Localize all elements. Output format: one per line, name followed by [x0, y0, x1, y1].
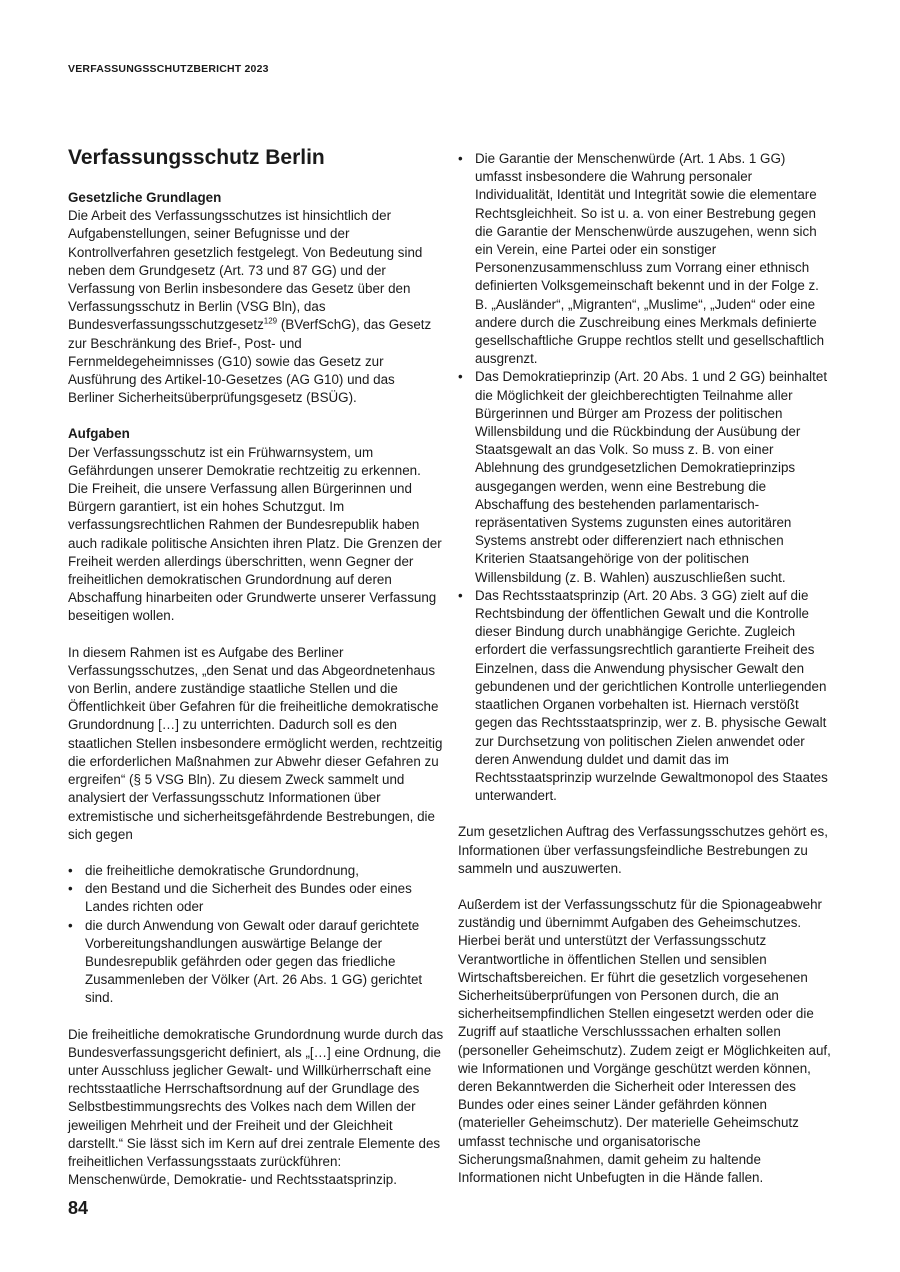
list-item-text: Die Garantie der Menschenwürde (Art. 1 Abs. 1 GG) umfasst insbesondere die Wahrung personaler Individualität, Identität und Integrität sowie die elementare Rechtsgleichheit. So ist u. a. von einer Bestrebung gegen die Garantie der Menschenwürde auszugehen, wenn sich ein Verein, eine Partei oder ein sonstiger Personenzusammenschluss zum Vorrang einer ethnisch definierten Volksgemeinschaft bekennt und in der Folge z. B. „Ausländer“, „Migranten“, „Muslime“, „Juden“ oder eine andere durch die Zuschreibung eines Merkmals definierte gesellschaftliche Gruppe rechtlos stellt und gesellschaftlich ausgrenzt. — [475, 151, 825, 367]
list-item-text: Das Rechtsstaatsprinzip (Art. 20 Abs. 3 GG) zielt auf die Rechtsbindung der öffentlichen Gewalt und die Kontrolle dieser Bindung durch unabhängige Gerichte. Zugleich erfordert die verfassungsrechtlich garantierte Freiheit des Einzelnen, dass die Anwendung physischer Gewalt den gebundenen und der gerichtlichen Kontrolle unterliegenden staatlichen Organen vorbehalten ist. Hiernach verstößt gegen das Rechtsstaatsprinzip, wer z. B. physische Gewalt zur Durchsetzung von politischen Zielen anwendet oder deren Anwendung duldet und damit das im Rechtsstaatsprinzip wurzelnde Gewaltmonopol des Staates unterwandert. — [475, 587, 828, 804]
mandate-paragraph: Zum gesetzlichen Auftrag des Verfassungsschutzes gehört es, Informationen über verfassungsfeindliche Bestrebungen zu sammeln und auszuwerten. — [458, 824, 828, 876]
footnote-ref[interactable]: 129 — [263, 316, 278, 326]
bullet-icon: • — [458, 151, 463, 166]
running-header: VERFASSUNGSSCHUTZBERICHT 2023 — [68, 63, 269, 75]
list-item — [68, 862, 444, 880]
list-item-text: die freiheitliche demokratische Grundordnung, — [85, 862, 359, 878]
legal-basis-paragraph — [68, 207, 444, 407]
tasks-paragraph-1: Der Verfassungsschutz ist ein Frühwarnsystem, um Gefährdungen unserer Demokratie rechtzeitig zu erkennen. Die Freiheit, die unsere Verfassung allen Bürgerinnen und Bürgern garantiert, ist ein hohes Schutzgut. Im verfassungsrechtlichen Rahmen der Bundesrepublik haben auch radikale politische Ansichten ihren Platz. Die Grenzen der Freiheit werden allerdings überschritten, wenn Gegner der freiheitlichen demokratischen Grundordnung auf deren Abschaffung hinarbeiten oder Grundwerte unserer Verfassung beseitigen wollen. — [68, 444, 442, 624]
legal-basis-text-a: Die Arbeit des Verfassungsschutzes ist hinsichtlich der Aufgabenstellungen, seiner Befugnisse und der Kontrollverfahren gesetzlich festgelegt. Von Bedeutung sind neben dem Grundgesetz (Art. 73 und 87 GG) und der Verfassung von Berlin insbesondere das Gesetz über den Verfassungsschutz in Berlin (VSG Bln), das Bundesverfassungsschutzgesetz — [68, 208, 423, 333]
bullet-icon: • — [458, 587, 463, 603]
espionage-paragraph: Außerdem ist der Verfassungsschutz für die Spionageabwehr zuständig und übernimmt Aufgaben des Geheimschutzes. Hierbei berät und unterstützt der Verfassungsschutz Verantwortliche in öffentlichen Stellen und sensiblen Wirtschaftsbereichen. Er führt die gesetzlich vorgesehenen Sicherheitsüberprüfungen von Personen durch, die an sicherheitsempfindlichen Stellen eingesetzt werden oder die Zugriff auf staatliche Verschlusssachen erhalten sollen (personeller Geheimschutz). Zudem zeigt er Möglichkeiten auf, wie Informationen und Vorgänge geschützt werden können, deren Bekanntwerden die Sicherheit oder Interessen des Bundes oder eines seiner Länder gefährden können (materieller Geheimschutz). Der materielle Geheimschutz umfasst technische und organisatorische Sicherungsmaßnahmen, damit geheim zu haltende Informationen nicht Unbefugten in die Hände fallen. — [458, 896, 831, 1185]
bullet-icon: • — [68, 917, 73, 933]
threat-list — [68, 862, 444, 1008]
list-item-text: die durch Anwendung von Gewalt oder darauf gerichtete Vorbereitungshandlungen auswärtige Belange der Bundesrepublik gefährden oder gegen das friedliche Zusammenleben der Völker (Art. 26 Abs. 1 GG) gerichtet sind. — [85, 917, 423, 1006]
fdgo-paragraph: Die freiheitliche demokratische Grundordnung wurde durch das Bundesverfassungsgericht definiert, als „[…] eine Ordnung, die unter Ausschluss jeglicher Gewalt- und Willkürherrschaft eine rechtsstaatliche Herrschaftsordnung auf der Grundlage des Selbstbestimmungsrechts des Volkes nach dem Willen der jeweiligen Mehrheit und der Freiheit und der Gleichheit darstellt.“ Sie lässt sich im Kern auf drei zentrale Elemente des freiheitlichen Verfassungsstaats zurückführen: Menschenwürde, Demokratie- und Rechtsstaatsprinzip. — [68, 1026, 444, 1188]
list-item — [458, 368, 832, 586]
right-column — [458, 150, 832, 1187]
page-number: 84 — [68, 1198, 89, 1218]
page-title: Verfassungsschutz Berlin — [68, 146, 325, 169]
bullet-icon: • — [68, 862, 73, 878]
tasks-paragraph-2: In diesem Rahmen ist es Aufgabe des Berliner Verfassungsschutzes, „den Senat und das Abgeordnetenhaus von Berlin, andere zuständige staatliche Stellen und die Öffentlichkeit über Gefahren für die freiheitliche demokratische Grundordnung […] zu unterrichten. Dadurch soll es den staatlichen Stellen insbesondere ermöglicht werden, rechtzeitig die erforderlichen Maßnahmen zur Abwehr dieser Gefahren zu ergreifen“ (§ 5 VSG Bln). Zu diesem Zweck sammelt und analysiert der Verfassungsschutz Informationen über extremistische und sicherheitsgefährdende Bestrebungen, die sich gegen — [68, 644, 443, 842]
list-item — [68, 917, 444, 1008]
legal-basis-text-b: (BVerfSchG), das Gesetz zur Beschränkung des Brief-, Post- und Fernmeldegeheimnisses (G10) sowie das Gesetz zur Ausführung des Artikel-10-Gesetzes (AG G10) und das Berliner Sicherheitsüberprüfungsgesetz (BSÜG). — [68, 317, 432, 406]
legal-basis-heading: Gesetzliche Grundlagen — [68, 190, 222, 205]
bullet-icon: • — [458, 369, 463, 385]
tasks-heading: Aufgaben — [68, 426, 130, 442]
list-item — [458, 150, 832, 368]
left-column — [68, 145, 444, 1207]
principles-list — [458, 150, 832, 805]
list-item — [68, 880, 444, 916]
list-item — [458, 587, 832, 805]
list-item-text: Das Demokratieprinzip (Art. 20 Abs. 1 und 2 GG) beinhaltet die Möglichkeit der gleichberechtigten Teilnahme aller Bürgerinnen und Bürger am Prozess der politischen Willensbildung und die Rückbindung der Ausübung der Staatsgewalt an das Volk. So muss z. B. von einer Ablehnung des grundgesetzlichen Demokratieprinzips ausgegangen werden, wenn eine Bestrebung die Abschaffung des bestehenden parlamentarisch-repräsentativen Systems zugunsten eines autoritären Systems anstrebt oder differenziert nach ethnischen Kriterien Staatsangehörige von der politischen Willensbildung (z. B. Wahlen) auszuschließen sucht. — [475, 369, 828, 585]
list-item-text: den Bestand und die Sicherheit des Bundes oder eines Landes richten oder — [85, 881, 412, 915]
bullet-icon: • — [68, 881, 73, 897]
